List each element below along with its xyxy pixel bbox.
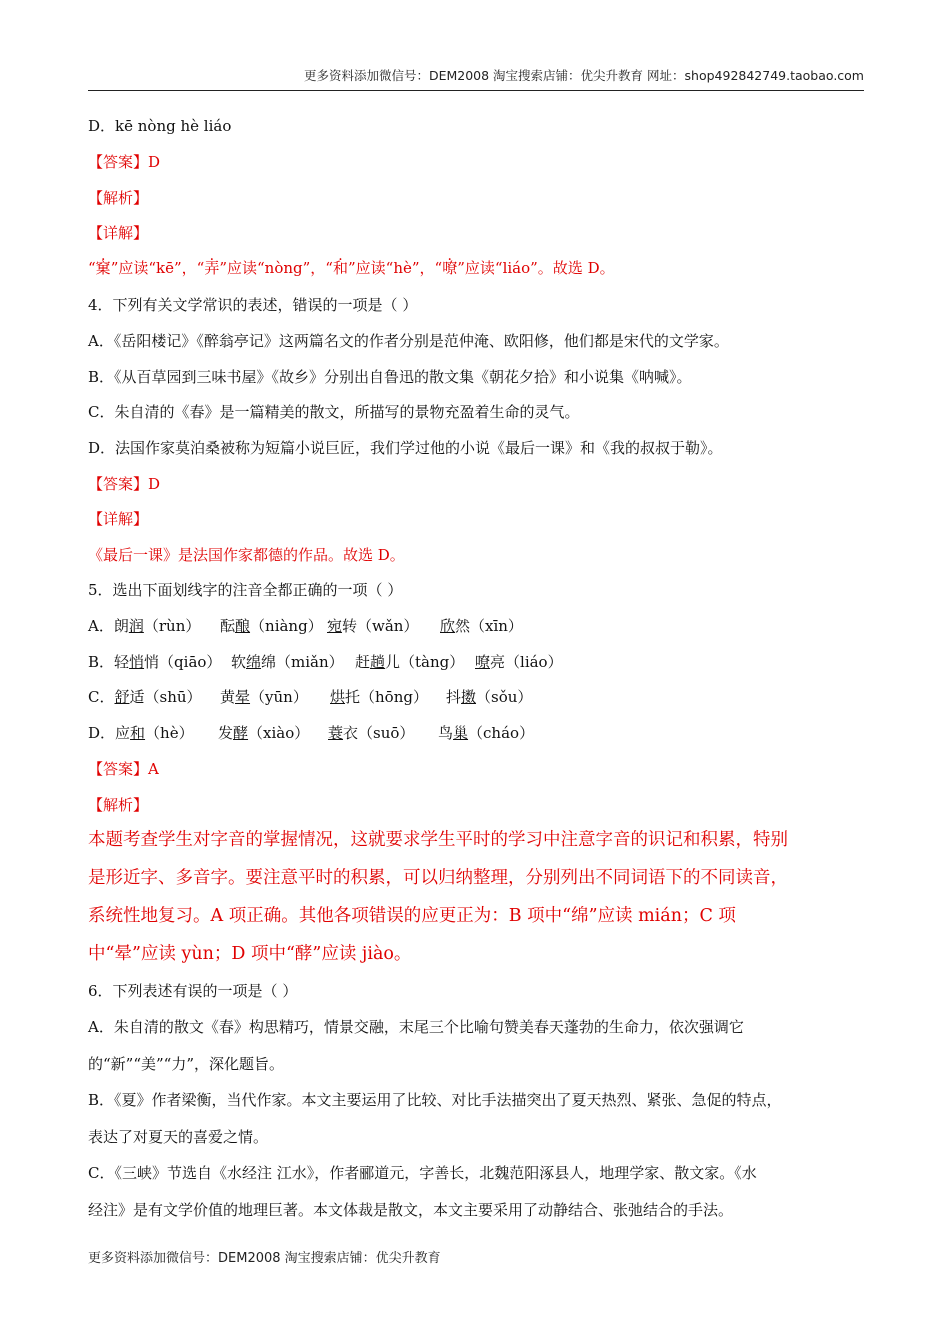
q5-underlined-char: 绵 — [246, 653, 262, 671]
q6-line: C．《三峡》节选自《水经注 江水》，作者郦道元，字善长，北魏范阳涿县人，地理学家、散文家。《水 — [88, 1164, 757, 1182]
q5-stem: 5．选出下面划线字的注音全都正确的一项（ ） — [88, 581, 403, 599]
q5-underlined-char: 趟 — [370, 653, 386, 671]
q5-underlined-char: 烘 — [330, 688, 346, 706]
q3-detail-char: 窠 — [95, 259, 111, 277]
q3-answer: 【答案】D — [88, 153, 161, 171]
q4-option-d: D．法国作家莫泊桑被称为短篇小说巨匠，我们学过他的小说《最后一课》和《我的叔叔于勒》。 — [88, 439, 723, 457]
q5-text: 抖 — [446, 688, 462, 706]
q5-underlined-char: 酵 — [233, 724, 249, 742]
q6-line: 经注》是有文学价值的地理巨著。本文体裁是散文，本文主要采用了动静结合、张弛结合的手法。 — [88, 1201, 734, 1219]
q5-underlined-char: 悄 — [129, 653, 145, 671]
q3-detail-text: “ — [88, 259, 96, 277]
q5-text: （yūn） — [250, 688, 308, 706]
q3-detail-char: 嘹 — [442, 259, 458, 277]
q5-option-a — [88, 616, 523, 636]
q5-text: 鸟 — [438, 724, 454, 742]
q5-option-c — [88, 687, 532, 707]
q6-line: 表达了对夏天的喜爱之情。 — [88, 1128, 269, 1146]
q5-underlined-char: 宛 — [327, 617, 343, 635]
q3-analysis-label: 【解析】 — [88, 189, 149, 207]
q4-detail-label: 【详解】 — [88, 510, 149, 528]
page-footer — [88, 1247, 441, 1266]
q4-option-b: B．《从百草园到三味书屋》《故乡》分别出自鲁迅的散文集《朝花夕拾》和小说集《呐喊》。 — [88, 368, 692, 386]
q5-option-b — [88, 652, 563, 672]
q5-text: 酝 — [220, 617, 236, 635]
q5-underlined-char: 擞 — [461, 688, 477, 706]
q5-text: D．应 — [88, 724, 131, 742]
q5-text: 托（hōng） — [345, 688, 428, 706]
q5-text: 悄（qiāo） — [144, 653, 222, 671]
q5-text: 软 — [231, 653, 247, 671]
q5-text: B．轻 — [88, 653, 130, 671]
q5-text: 赶 — [355, 653, 371, 671]
q6-stem: 6．下列表述有误的一项是（ ） — [88, 982, 298, 1000]
q6-line: B．《夏》作者梁衡，当代作家。本文主要运用了比较、对比手法描突出了夏天热烈、紧张、急促的特点， — [88, 1091, 782, 1109]
q5-text: 适（shū） — [129, 688, 202, 706]
q3-detail-text: ”应读“liáo”。故选 D。 — [457, 259, 615, 277]
q4-option-c: C．朱自清的《春》是一篇精美的散文，所描写的景物充盈着生命的灵气。 — [88, 403, 580, 421]
header-text: 更多资料添加微信号：DEM2008 淘宝搜索店铺：优尖升教育 网址：shop492842749.taobao.com — [303, 68, 864, 83]
q3-detail-text: ”应读“nòng”，“ — [219, 259, 333, 277]
q5-option-d — [88, 723, 534, 743]
q3-detail — [88, 258, 615, 278]
q5-analysis-line: 本题考查学生对字音的掌握情况，这就要求学生平时的学习中注意字音的识记和积累，特别 — [88, 830, 788, 850]
q5-text: 黄 — [220, 688, 236, 706]
q5-text: 绵（miǎn） — [261, 653, 344, 671]
q5-text: A．朗 — [88, 617, 129, 635]
q5-underlined-char: 嘹 — [475, 653, 491, 671]
q5-text: 然（xīn） — [455, 617, 523, 635]
q5-text: （xiào） — [248, 724, 310, 742]
q5-text: （rùn） — [143, 617, 201, 635]
q5-underlined-char: 晕 — [235, 688, 251, 706]
q3-detail-char: 弄 — [204, 259, 220, 277]
q5-underlined-char: 润 — [128, 617, 144, 635]
q5-text: 亮（liáo） — [490, 653, 563, 671]
q5-text: 衣（suō） — [343, 724, 415, 742]
q3-detail-char: 和 — [332, 259, 348, 277]
q5-text: 转（wǎn） — [342, 617, 419, 635]
q5-text: （cháo） — [468, 724, 535, 742]
q5-underlined-char: 巢 — [453, 724, 469, 742]
q5-underlined-char: 蓑 — [328, 724, 344, 742]
q3-detail-label: 【详解】 — [88, 224, 149, 242]
q5-analysis-line: 是形近字、多音字。要注意平时的积累，可以归纳整理，分别列出不同词语下的不同读音， — [88, 868, 788, 888]
q4-answer: 【答案】D — [88, 475, 161, 493]
q3-detail-text: ”应读“hè”，“ — [348, 259, 443, 277]
q5-analysis-line: 系统性地复习。A 项正确。其他各项错误的应更正为：B 项中“绵”应读 mián；C 项 — [88, 906, 736, 926]
q5-text: C． — [88, 688, 115, 706]
q4-stem: 4．下列有关文学常识的表述，错误的一项是（ ） — [88, 296, 418, 314]
q5-text: 发 — [218, 724, 234, 742]
page-header — [88, 66, 864, 91]
q5-text: （hè） — [145, 724, 194, 742]
q4-detail: 《最后一课》是法国作家都德的作品。故选 D。 — [88, 546, 405, 564]
q6-line: 的“新”“美”“力”，深化题旨。 — [88, 1055, 285, 1073]
q3-option-d: D．kē nòng hè liáo — [88, 117, 232, 135]
q6-line: A．朱自清的散文《春》构思精巧，情景交融，末尾三个比喻句赞美春天蓬勃的生命力，依次强调它 — [88, 1018, 744, 1036]
footer-text: 更多资料添加微信号：DEM2008 淘宝搜索店铺：优尖升教育 — [88, 1251, 441, 1266]
q5-underlined-char: 舒 — [114, 688, 130, 706]
q5-text: （niàng） — [250, 617, 323, 635]
q5-analysis-label: 【解析】 — [88, 796, 149, 814]
q4-option-a: A．《岳阳楼记》《醉翁亭记》这两篇名文的作者分别是范仲淹、欧阳修，他们都是宋代的文学家。 — [88, 332, 729, 350]
q5-text: 儿（tàng） — [385, 653, 465, 671]
q3-detail-text: ”应读“kē”，“ — [110, 259, 205, 277]
q5-underlined-char: 酿 — [235, 617, 251, 635]
q5-text: （sǒu） — [476, 688, 533, 706]
q5-underlined-char: 欣 — [440, 617, 456, 635]
q5-underlined-char: 和 — [130, 724, 146, 742]
q5-analysis-line: 中“晕”应读 yùn；D 项中“酵”应读 jiào。 — [88, 944, 412, 964]
q5-answer: 【答案】A — [88, 760, 159, 778]
